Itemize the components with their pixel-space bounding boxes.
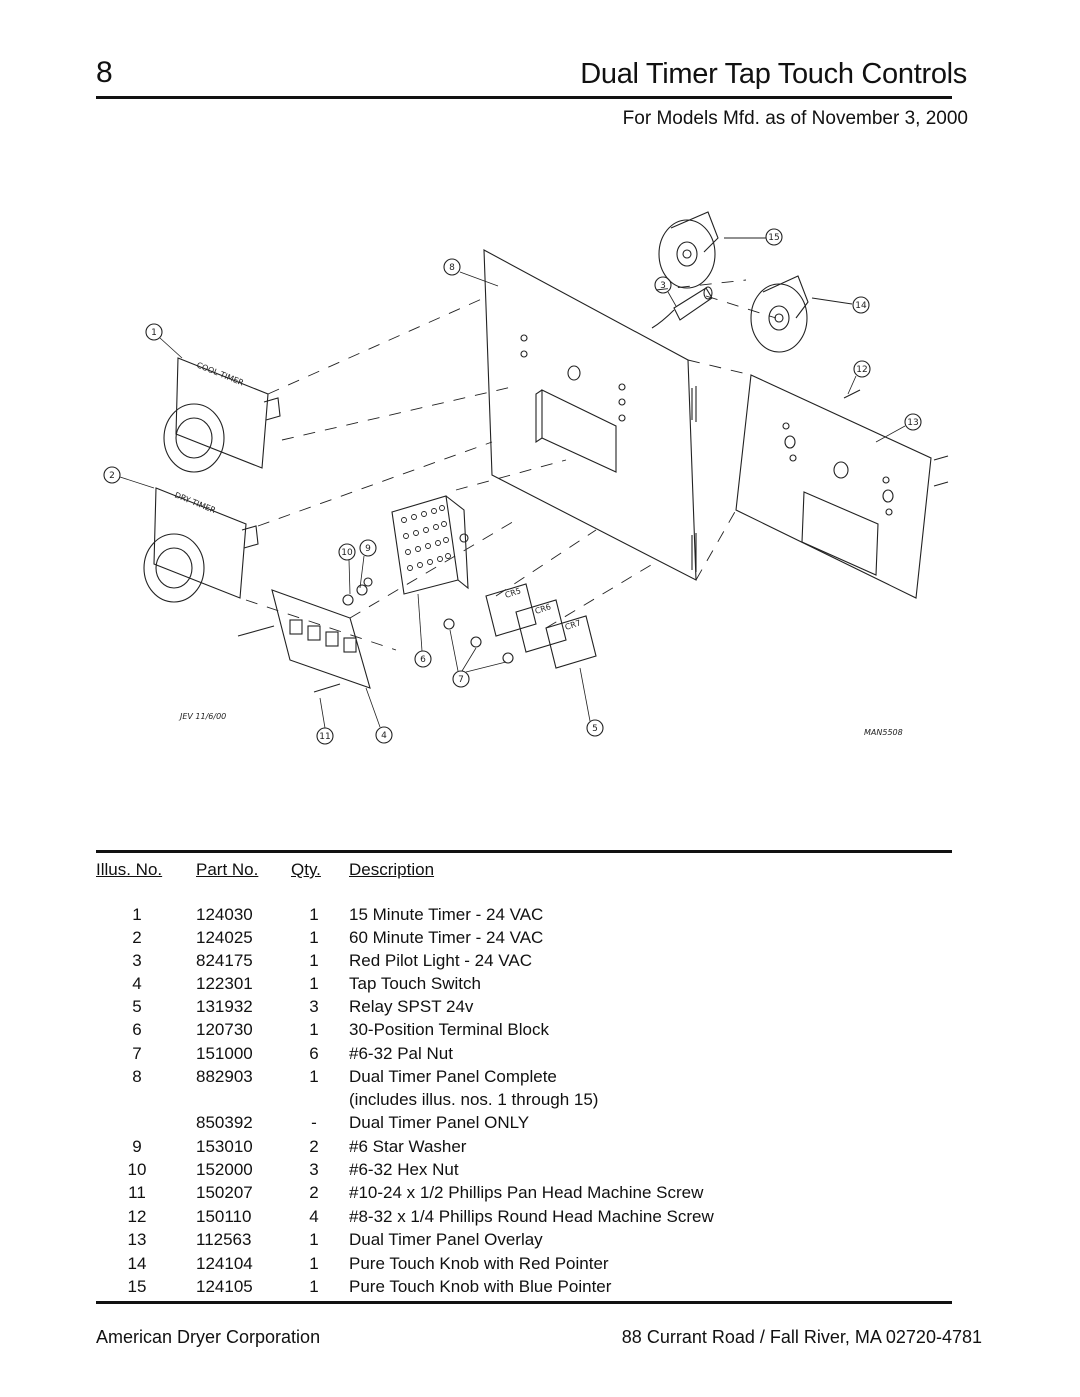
table-row (0, 1113, 1080, 1136)
drawn-by-label: JEV 11/6/00 (180, 712, 227, 721)
dry-timer-label: DRY TIMER (173, 490, 217, 516)
svg-text:12: 12 (856, 365, 868, 375)
table-bottom-rule (96, 1301, 952, 1304)
part-cell: 850392 (196, 1113, 253, 1132)
cool-timer-label: COOL TIMER (195, 360, 245, 388)
table-row (0, 1254, 1080, 1277)
qty-cell: - (311, 1113, 317, 1132)
illus-cell: 1 (132, 905, 142, 924)
svg-text:11: 11 (319, 732, 331, 742)
description-cell: Red Pilot Light - 24 VAC (349, 951, 532, 970)
qty-cell: 1 (309, 1277, 319, 1296)
qty-cell: 1 (309, 951, 319, 970)
qty-cell: 1 (309, 1230, 319, 1249)
description-cell: 60 Minute Timer - 24 VAC (349, 928, 544, 947)
table-row (0, 997, 1080, 1020)
callout-4 (376, 727, 392, 743)
svg-text:7: 7 (458, 675, 464, 685)
relay-cr6-label: CR6 (533, 602, 553, 616)
table-row (0, 1044, 1080, 1067)
illus-cell: 7 (132, 1044, 142, 1063)
red-pointer-knob (751, 276, 852, 352)
qty-cell: 4 (309, 1207, 319, 1226)
callout-6 (415, 651, 431, 667)
table-row (0, 1207, 1080, 1230)
svg-text:1: 1 (151, 328, 157, 338)
description-cell: (includes illus. nos. 1 through 15) (349, 1090, 599, 1109)
part-cell: 122301 (196, 974, 253, 993)
svg-text:6: 6 (420, 655, 426, 665)
footer-company: American Dryer Corporation (96, 1327, 321, 1347)
qty-cell: 2 (309, 1137, 319, 1156)
table-row (0, 1230, 1080, 1253)
illus-cell: 8 (132, 1067, 142, 1086)
page-number: 8 (96, 56, 113, 89)
relay-cr7-label: CR7 (563, 618, 583, 632)
illus-cell: 4 (132, 974, 142, 993)
part-cell: 124025 (196, 928, 253, 947)
illus-cell: 13 (127, 1230, 147, 1249)
table-row (0, 905, 1080, 928)
callouts (104, 229, 921, 744)
panel-overlay (736, 375, 931, 598)
qty-cell: 1 (309, 1020, 319, 1039)
description-cell: Dual Timer Panel Complete (349, 1067, 557, 1086)
terminal-block (392, 496, 468, 594)
table-row (0, 1160, 1080, 1183)
table-top-rule (96, 850, 952, 853)
callout-10 (339, 544, 355, 560)
description-cell: Tap Touch Switch (349, 974, 481, 993)
table-row (0, 1020, 1080, 1043)
svg-text:3: 3 (660, 281, 666, 291)
callout-1 (146, 324, 162, 340)
svg-text:8: 8 (449, 263, 455, 273)
table-row (0, 1090, 1080, 1113)
callout-13 (905, 414, 921, 430)
svg-text:2: 2 (109, 471, 115, 481)
illus-cell: 11 (128, 1183, 146, 1202)
callout-12 (854, 361, 870, 377)
description-cell: #10-24 x 1/2 Phillips Pan Head Machine Screw (349, 1183, 704, 1202)
table-row (0, 1277, 1080, 1300)
illus-cell: 10 (127, 1160, 147, 1179)
qty-cell: 1 (309, 905, 319, 924)
callout-3 (655, 277, 671, 293)
qty-cell: 1 (309, 928, 319, 947)
svg-text:5: 5 (592, 724, 598, 734)
timer-panel (484, 250, 696, 580)
part-cell: 824175 (196, 951, 253, 970)
illus-cell: 14 (127, 1254, 147, 1273)
part-cell: 151000 (196, 1044, 253, 1063)
page-title: Dual Timer Tap Touch Controls (580, 58, 967, 90)
description-cell: Relay SPST 24v (349, 997, 474, 1016)
models-subtitle: For Models Mfd. as of November 3, 2000 (622, 108, 968, 129)
qty-cell: 1 (309, 974, 319, 993)
description-cell: #6-32 Pal Nut (349, 1044, 453, 1063)
illus-cell: 12 (127, 1207, 147, 1226)
callout-15 (766, 229, 782, 245)
qty-cell: 1 (309, 1254, 319, 1273)
part-cell: 131932 (196, 997, 253, 1016)
part-cell: 120730 (196, 1020, 253, 1039)
description-cell: Pure Touch Knob with Blue Pointer (349, 1277, 612, 1296)
illus-no-header: Illus. No. (96, 860, 163, 879)
part-no-header: Part No. (196, 860, 259, 879)
svg-text:14: 14 (855, 301, 867, 311)
callout-11 (317, 728, 333, 744)
illus-cell: 9 (132, 1137, 142, 1156)
part-cell: 124105 (196, 1277, 253, 1296)
description-cell: Dual Timer Panel Overlay (349, 1230, 543, 1249)
qty-cell: 6 (309, 1044, 319, 1063)
table-row (0, 974, 1080, 997)
svg-text:13: 13 (907, 418, 919, 428)
exploded-parts-diagram (96, 190, 956, 760)
illus-cell: 2 (132, 928, 142, 947)
qty-cell: 3 (309, 1160, 319, 1179)
table-row (0, 1137, 1080, 1160)
svg-text:9: 9 (365, 544, 371, 554)
footer-address: 88 Currant Road / Fall River, MA 02720-4781 (621, 1327, 982, 1347)
illus-cell: 3 (132, 951, 142, 970)
qty-cell: 3 (309, 997, 319, 1016)
description-cell: #6 Star Washer (349, 1137, 467, 1156)
part-cell: 152000 (196, 1160, 253, 1179)
callout-2 (104, 467, 120, 483)
tap-touch-switch (272, 590, 370, 688)
table-row (0, 1067, 1080, 1090)
part-cell: 124030 (196, 905, 253, 924)
part-cell: 150110 (196, 1207, 252, 1226)
table-row (0, 928, 1080, 951)
description-cell: Dual Timer Panel ONLY (349, 1113, 530, 1132)
drawing-number: MAN5508 (864, 728, 903, 737)
svg-text:15: 15 (768, 233, 780, 243)
part-cell: 150207 (196, 1183, 253, 1202)
qty-cell: 2 (309, 1183, 319, 1202)
part-cell: 112563 (196, 1230, 252, 1249)
callout-5 (587, 720, 603, 736)
illus-cell: 15 (127, 1277, 147, 1296)
part-cell: 153010 (196, 1137, 253, 1156)
qty-header: Qty. (291, 860, 321, 879)
part-cell: 882903 (196, 1067, 253, 1086)
svg-text:4: 4 (381, 731, 387, 741)
blue-pointer-knob (659, 212, 766, 288)
description-cell: 30-Position Terminal Block (349, 1020, 549, 1039)
callout-7 (453, 671, 469, 687)
header-rule (96, 96, 952, 99)
description-cell: 15 Minute Timer - 24 VAC (349, 905, 544, 924)
description-cell: #6-32 Hex Nut (349, 1160, 459, 1179)
table-row (0, 951, 1080, 974)
callout-9 (360, 540, 376, 556)
svg-text:10: 10 (341, 548, 353, 558)
part-cell: 124104 (196, 1254, 253, 1273)
callout-14 (853, 297, 869, 313)
relay-cr5-label: CR5 (503, 586, 523, 600)
qty-cell: 1 (309, 1067, 319, 1086)
callout-8 (444, 259, 460, 275)
table-row (0, 1183, 1080, 1206)
illus-cell: 6 (132, 1020, 142, 1039)
illus-cell: 5 (132, 997, 142, 1016)
description-cell: #8-32 x 1/4 Phillips Round Head Machine Screw (349, 1207, 714, 1226)
description-header: Description (349, 860, 435, 879)
description-cell: Pure Touch Knob with Red Pointer (349, 1254, 609, 1273)
